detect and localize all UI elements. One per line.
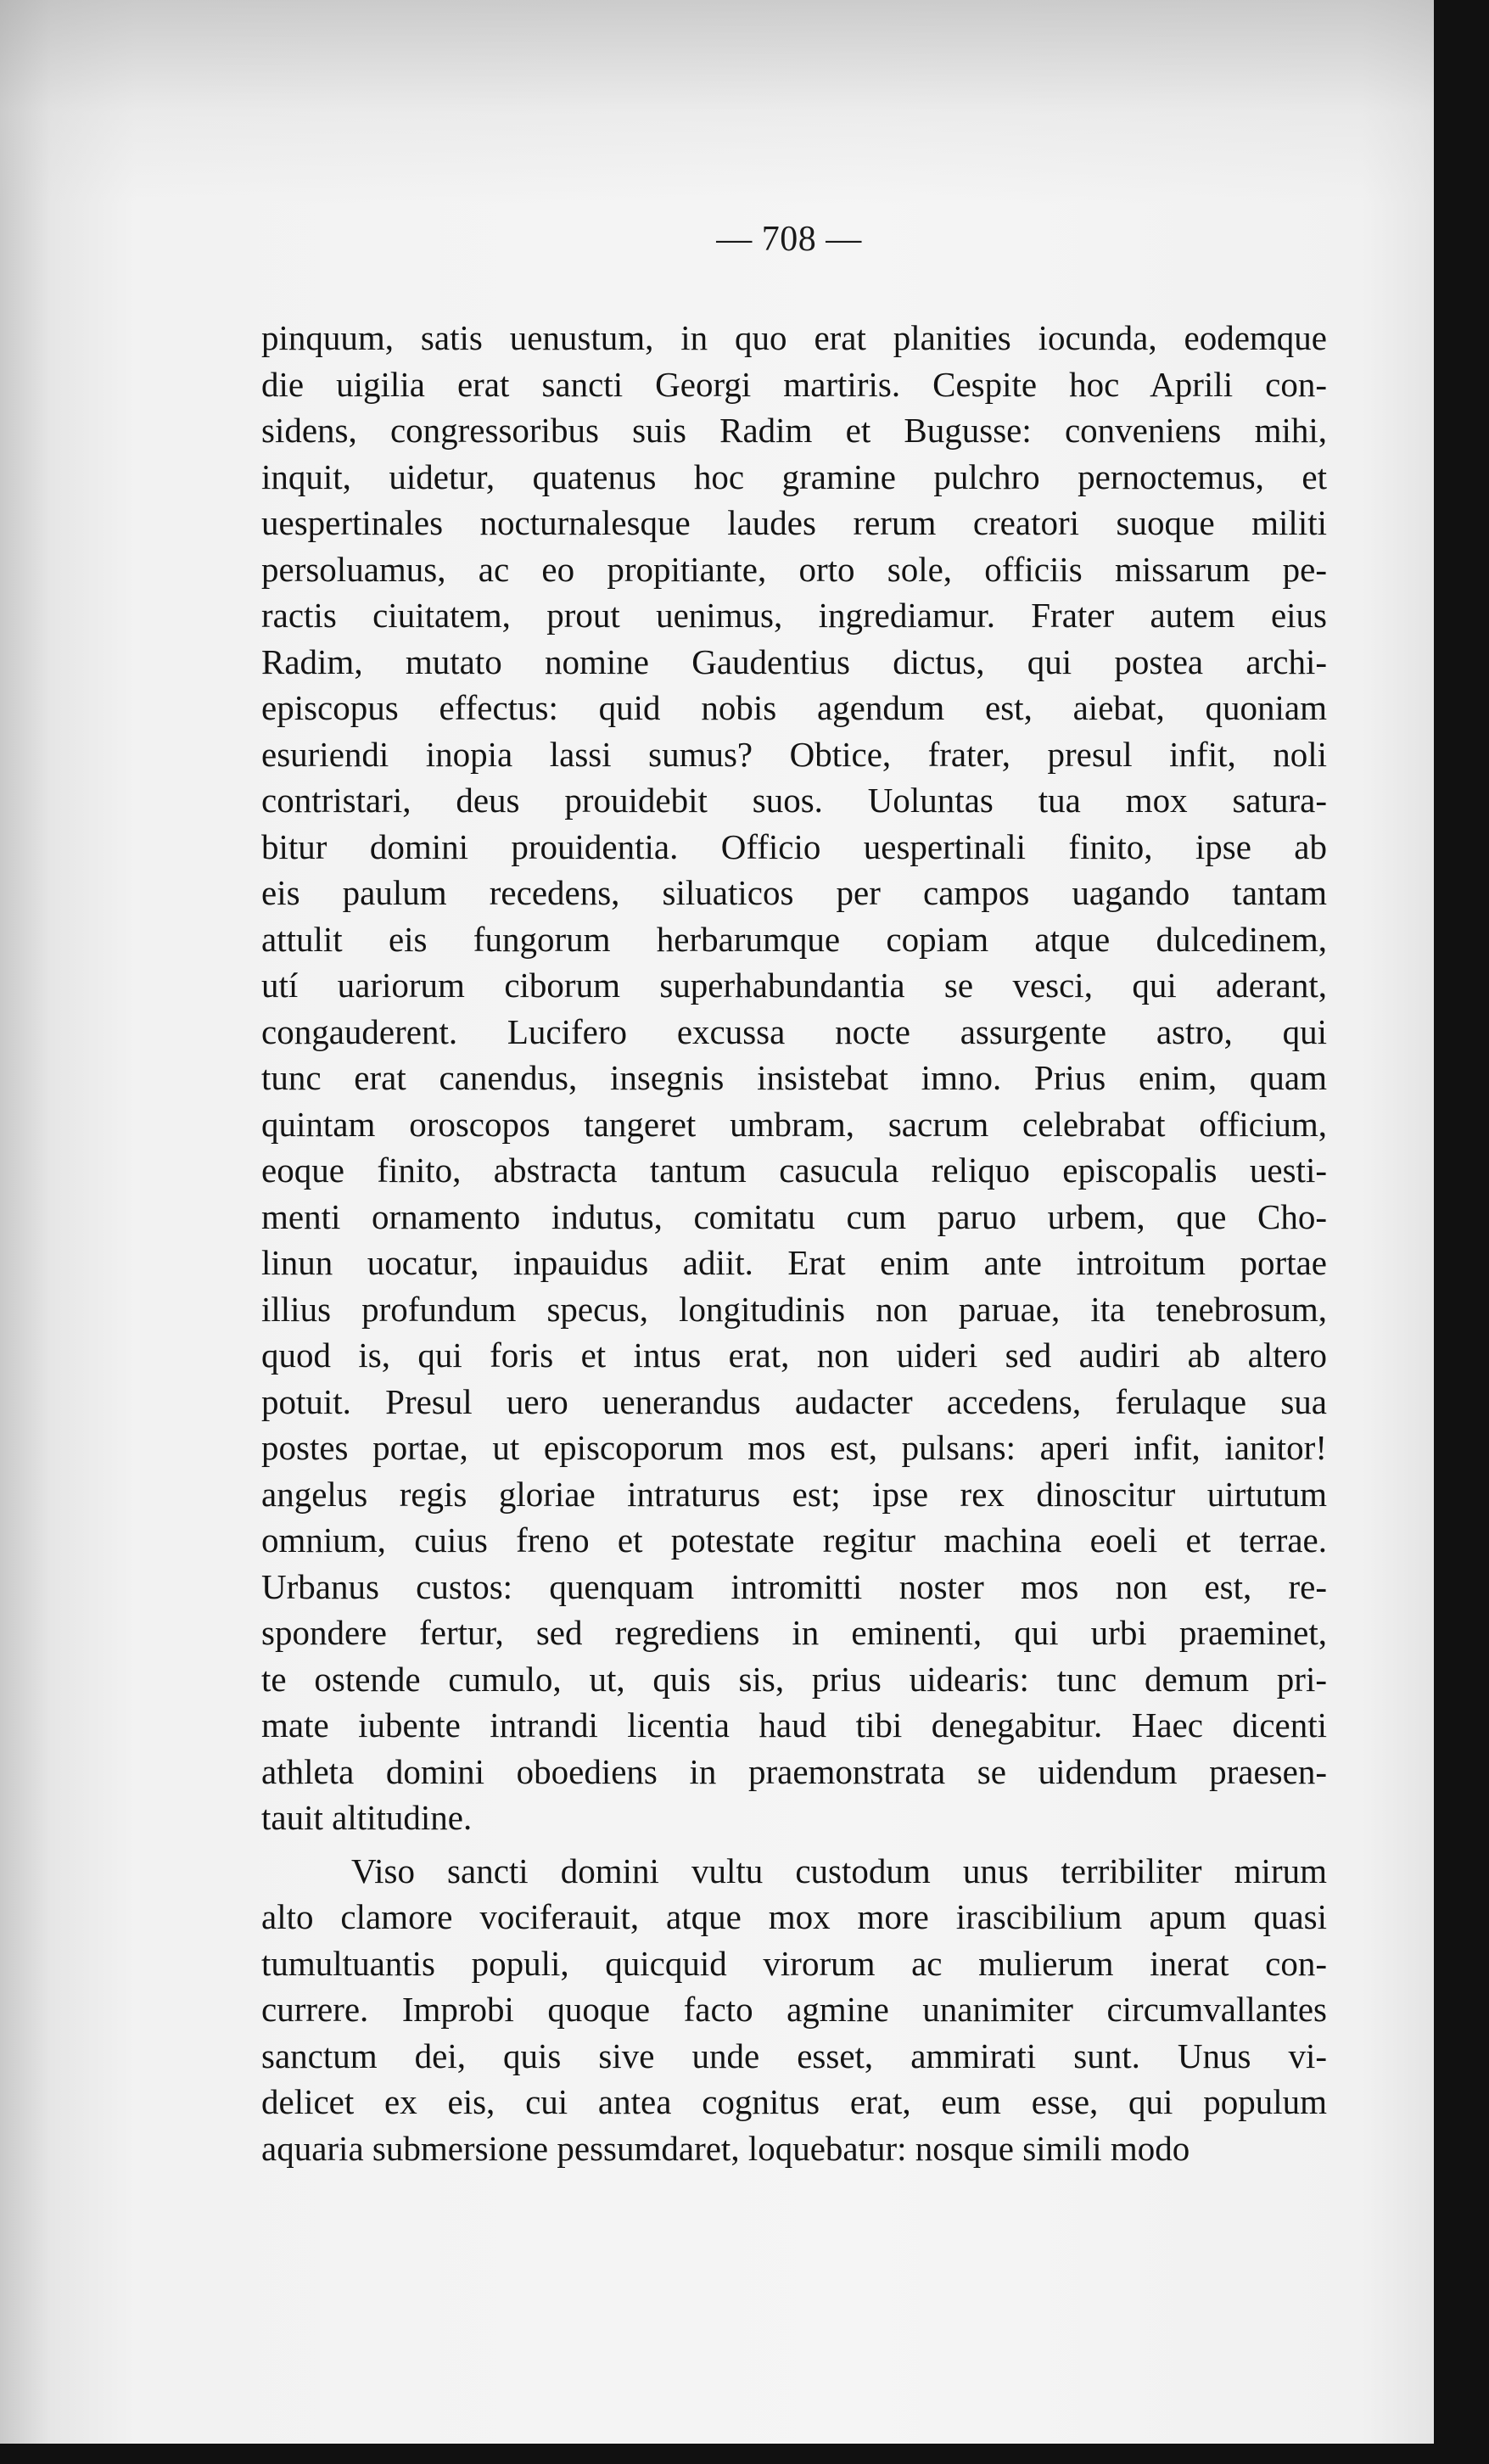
text-line: uespertinales nocturnalesque laudes rerum creatori suoque militi (261, 503, 1327, 542)
text-line: contristari, deus prouidebit suos. Uoluntas tua mox satura- (261, 781, 1327, 820)
text-line: aquaria submersione pessumdaret, loquebatur: nosque simili modo (261, 2128, 1190, 2168)
text-line: episcopus effectus: quid nobis agendum est, aiebat, quoniam (261, 688, 1327, 727)
body-text (261, 315, 1327, 2171)
text-line: delicet ex eis, cui antea cognitus erat, eum esse, qui populum (261, 2082, 1327, 2121)
text-line: Urbanus custos: quenquam intromitti noster mos non est, re- (261, 1566, 1327, 1606)
text-line: eis paulum recedens, siluaticos per campos uagando tantam (261, 873, 1327, 912)
text-line: attulit eis fungorum herbarumque copiam atque dulcedinem, (261, 919, 1327, 959)
text-line: sidens, congressoribus suis Radim et Bugusse: conveniens mihi, (261, 411, 1327, 450)
paragraph-gap (261, 1841, 1327, 1848)
text-line: tunc erat canendus, insegnis insistebat imno. Prius enim, quam (261, 1058, 1327, 1097)
text-line: mate iubente intrandi licentia haud tibi denegabitur. Haec dicenti (261, 1705, 1327, 1744)
text-line: quintam oroscopos tangeret umbram, sacrum celebrabat officium, (261, 1104, 1327, 1144)
text-line: Viso sancti domini vultu custodum unus terribiliter mirum (351, 1851, 1327, 1890)
text-line: athleta domini oboediens in praemonstrata se uidendum praesen- (261, 1751, 1327, 1791)
text-line: persoluamus, ac eo propitiante, orto sole, officiis missarum pe- (261, 549, 1327, 589)
text-line: illius profundum specus, longitudinis non paruae, ita tenebrosum, (261, 1289, 1327, 1329)
text-line: esuriendi inopia lassi sumus? Obtice, frater, presul infit, noli (261, 734, 1327, 774)
scan-border-bottom (0, 2444, 1489, 2464)
text-line: tauit altitudine. (261, 1798, 473, 1837)
text-line: alto clamore vociferauit, atque mox more irascibilium apum quasi (261, 1897, 1327, 1936)
scan-border-right (1434, 0, 1489, 2464)
text-line: sanctum dei, quis sive unde esset, ammirati sunt. Unus vi- (261, 2036, 1327, 2075)
text-line: Radim, mutato nomine Gaudentius dictus, qui postea archi- (261, 641, 1327, 681)
text-line: spondere fertur, sed regrediens in eminenti, qui urbi praeminet, (261, 1613, 1327, 1652)
text-line: currere. Improbi quoque facto agmine unanimiter circumvallantes (261, 1990, 1327, 2029)
text-line: ractis ciuitatem, prout uenimus, ingrediamur. Frater autem eius (261, 596, 1327, 635)
paragraph (261, 1848, 1327, 2172)
text-line: potuit. Presul uero uenerandus audacter accedens, ferulaque sua (261, 1381, 1327, 1421)
text-line: bitur domini prouidentia. Officio uespertinali finito, ipse ab (261, 826, 1327, 866)
text-line: tumultuantis populi, quicquid virorum ac mulierum inerat con- (261, 1943, 1327, 1983)
page-number: — 708 — (716, 220, 862, 259)
text-line: te ostende cumulo, ut, quis sis, prius uidearis: tunc demum pri- (261, 1659, 1327, 1699)
text-line: die uigilia erat sancti Georgi martiris. Cespite hoc Aprili con- (261, 364, 1327, 404)
paragraph (261, 315, 1327, 1841)
text-line: omnium, cuius freno et potestate regitur machina eoeli et terrae. (261, 1520, 1327, 1560)
text-line: postes portae, ut episcoporum mos est, pulsans: aperi infit, ianitor! (261, 1428, 1327, 1467)
text-line: pinquum, satis uenustum, in quo erat planities iocunda, eodemque (261, 318, 1327, 357)
text-line: linun uocatur, inpauidus adiit. Erat enim ante introitum portae (261, 1243, 1327, 1282)
text-line: inquit, uidetur, quatenus hoc gramine pulchro pernoctemus, et (261, 456, 1327, 496)
text-line: congauderent. Lucifero excussa nocte assurgente astro, qui (261, 1011, 1327, 1051)
text-line: utí uariorum ciborum superhabundantia se vesci, qui aderant, (261, 966, 1327, 1005)
text-line: quod is, qui foris et intus erat, non uideri sed audiri ab altero (261, 1336, 1327, 1375)
text-line: eoque finito, abstracta tantum casucula reliquo episcopalis uesti- (261, 1151, 1327, 1190)
text-line: angelus regis gloriae intraturus est; ipse rex dinoscitur uirtutum (261, 1474, 1327, 1514)
text-line: menti ornamento indutus, comitatu cum paruo urbem, que Cho- (261, 1196, 1327, 1236)
